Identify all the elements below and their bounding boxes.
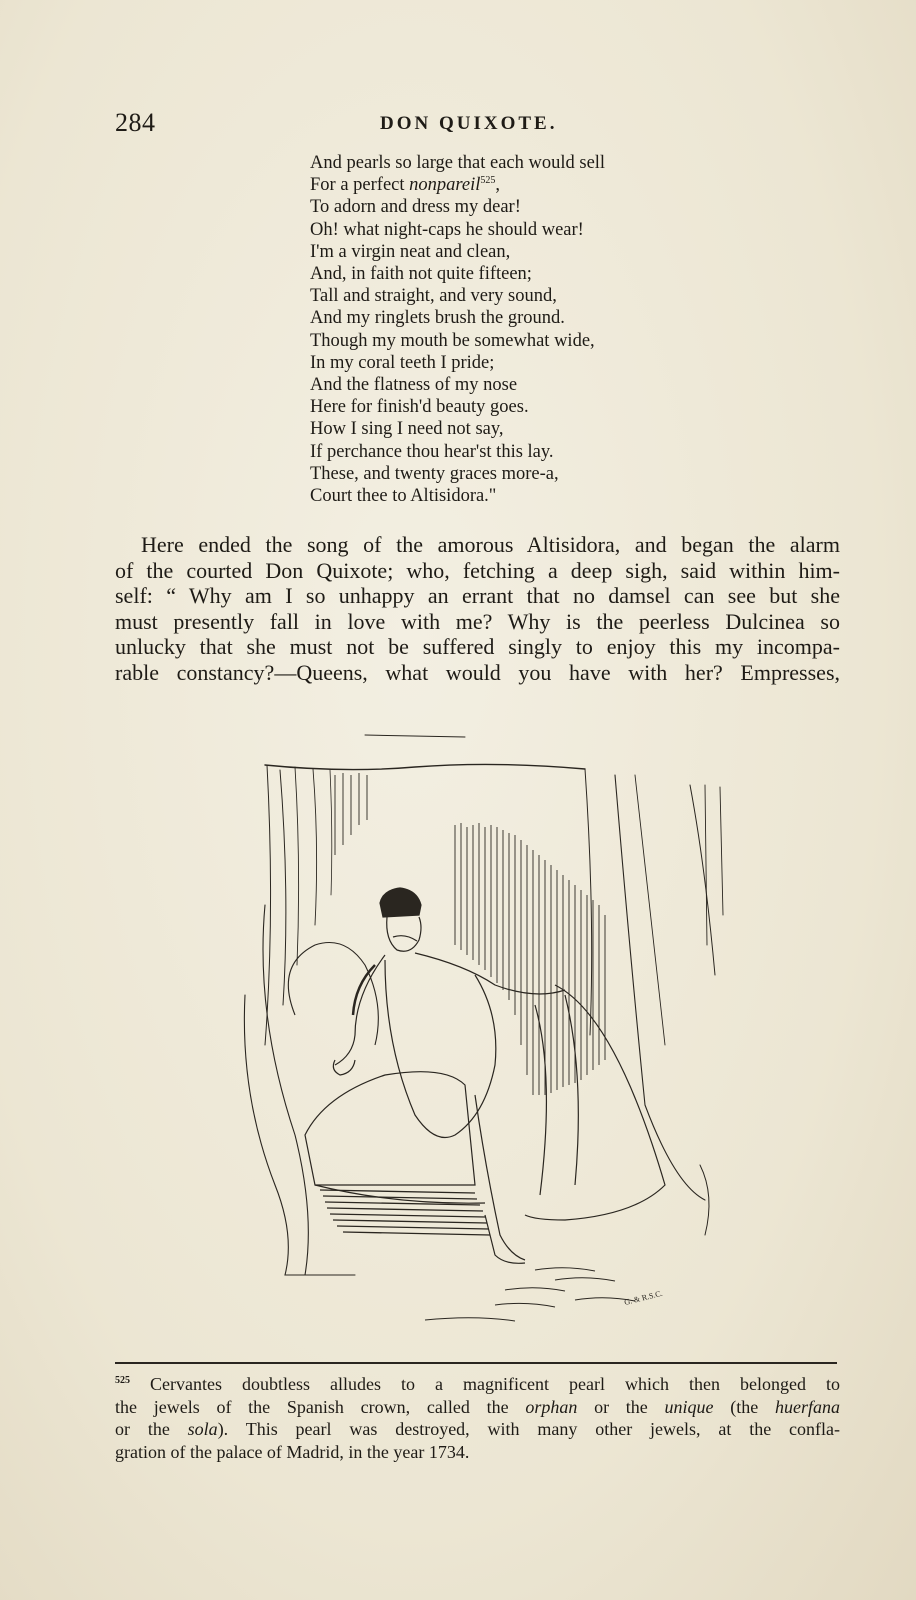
footnote-number: 525 <box>115 1375 130 1386</box>
footnote-line: $^{525}$ Cervantes doubtless alludes to a magnificent pearl which then belonged to <box>115 1374 840 1394</box>
prose-line: unlucky that she must not be suffered singly to enjoy this my incompa- <box>115 634 840 659</box>
poem-line: To adorn and dress my dear! <box>310 197 521 218</box>
engraving-illustration <box>235 715 735 1345</box>
poem-line: And pearls so large that each would sell <box>310 153 606 173</box>
poem-line: These, and twenty graces more-a, <box>310 463 559 484</box>
poem-line: Tall and straight, and very sound, <box>310 286 557 307</box>
footnote-reference[interactable]: 525 <box>480 175 496 187</box>
poem-line: Court thee to Altisidora." <box>310 486 497 507</box>
prose-line: Here ended the song of the amorous Altisidora, and began the alarm <box>141 532 840 557</box>
engraver-signature: G. & R.S.C. <box>623 1288 664 1307</box>
prose-line: self: “ Why am I so unhappy an errant that no damsel can see but she <box>115 583 840 608</box>
poem-line: And the flatness of my nose <box>310 375 518 396</box>
floor-strokes <box>425 1268 635 1321</box>
footnote-line: gration of the palace of Madrid, in the year 1734. <box>115 1441 470 1462</box>
footnote <box>115 1373 840 1463</box>
bed <box>288 943 485 1204</box>
poem-line: I'm a virgin neat and clean, <box>310 241 511 262</box>
prose-paragraph <box>115 532 840 685</box>
poem-line: In my coral teeth I pride; <box>310 352 495 373</box>
page-number: 284 <box>115 108 156 137</box>
background-hatching <box>335 773 605 1095</box>
poem-line: Though my mouth be somewhat wide, <box>310 330 595 351</box>
poem-line: Here for finish'd beauty goes. <box>310 397 529 418</box>
footnote-line: the jewels of the Spanish crown, called the orphan or the unique (the huerfana <box>115 1396 840 1417</box>
bed-shadow-hatching <box>320 1190 490 1235</box>
poem-line: How I sing I need not say, <box>310 419 504 440</box>
prose-line: must presently fall in love with me? Why is the peerless Dulcinea so <box>115 608 840 634</box>
poem-line: For a perfect nonpareil$^{525}$, <box>310 175 501 196</box>
italic-word: nonpareil <box>409 175 481 196</box>
poem-line: Oh! what night-caps he should wear! <box>310 219 584 240</box>
poem-line: If perchance thou hear'st this lay. <box>310 441 554 462</box>
footnote-line: or the sola). This pearl was destroyed, with many other jewels, at the confla- <box>115 1419 840 1439</box>
running-head: DON QUIXOTE. <box>380 113 558 134</box>
poem-line: And my ringlets brush the ground. <box>310 308 565 329</box>
prose-line: rable constancy?—Queens, what would you have with her? Empresses, <box>115 659 840 685</box>
prose-line: of the courted Don Quixote; who, fetching a deep sigh, said within him- <box>115 557 840 583</box>
poem-line: And, in faith not quite fifteen; <box>310 264 532 285</box>
footnote-rule <box>115 1362 837 1364</box>
poem-stanza <box>310 152 730 507</box>
